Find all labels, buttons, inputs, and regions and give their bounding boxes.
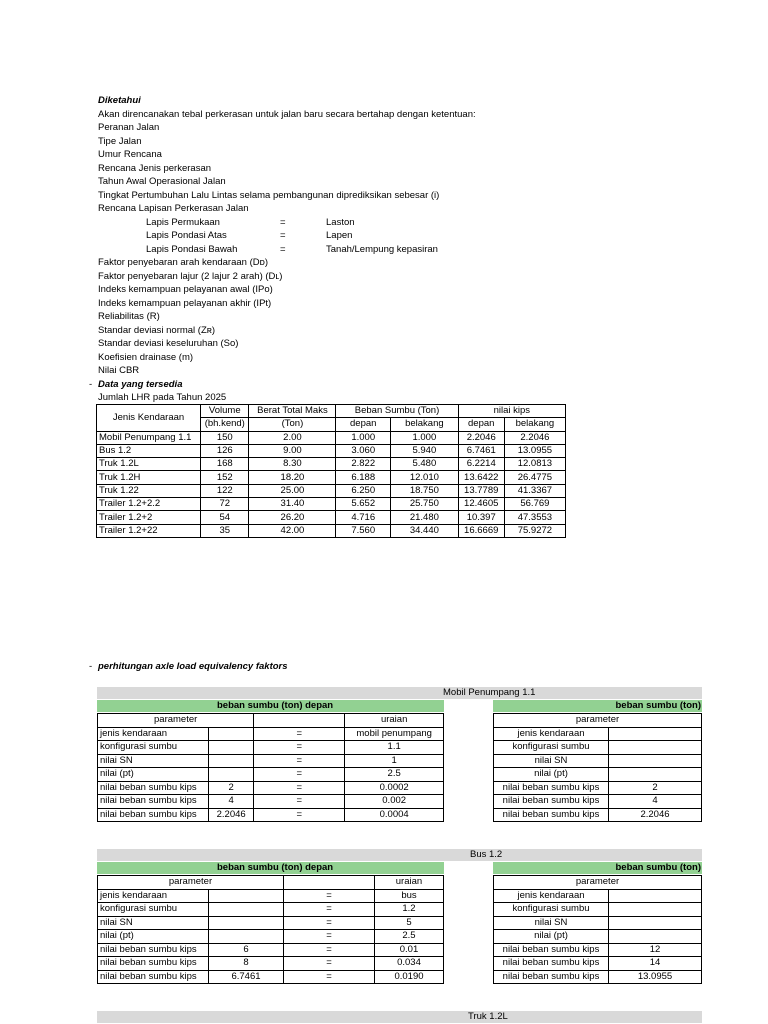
equals-cell: =	[283, 903, 374, 917]
right-title-text: beban sumbu (ton)	[615, 700, 701, 711]
bullet-dash: -	[89, 661, 93, 672]
param-cell: konfigurasi sumbu	[494, 903, 609, 917]
param-header: parameter	[98, 714, 254, 728]
value-cell: 5.940	[391, 444, 459, 457]
uraian-cell: 0.0002	[345, 781, 444, 795]
uraian-cell: 1.1	[345, 741, 444, 755]
param-row	[98, 930, 444, 944]
param-row	[98, 916, 444, 930]
param-row	[494, 727, 702, 741]
item-line: Rencana Jenis perkerasan	[98, 162, 212, 174]
value-cell: 2.2046	[504, 431, 565, 444]
value-cell: 150	[201, 431, 249, 444]
equals-cell: =	[254, 795, 345, 809]
equals-cell: =	[254, 808, 345, 822]
param-value-cell: 6	[209, 943, 284, 957]
value-cell: 26.20	[249, 511, 336, 524]
lhr-table	[96, 404, 566, 538]
eq-header	[283, 876, 374, 890]
param-value-cell	[609, 754, 702, 768]
equals-cell: =	[254, 781, 345, 795]
param-cell: nilai SN	[494, 916, 609, 930]
uraian-cell: 5	[374, 916, 443, 930]
vehicle-bar-label: Mobil Penumpang 1.1	[443, 687, 536, 698]
param-cell: nilai beban sumbu kips	[494, 943, 609, 957]
value-cell: 152	[201, 471, 249, 484]
col-header-belakang: belakang	[391, 418, 459, 431]
param-value-cell: 13.0955	[609, 970, 702, 984]
param-row	[494, 930, 702, 944]
vehicle-name-cell: Trailer 1.2+22	[97, 524, 201, 537]
param-row	[98, 741, 444, 755]
vehicle-bar	[97, 849, 702, 861]
item-line: Indeks kemampuan pelayanan akhir (IPt)	[98, 297, 272, 309]
uraian-cell: 0.01	[374, 943, 443, 957]
param-cell: nilai beban sumbu kips	[494, 808, 609, 822]
value-cell: 18.750	[391, 484, 459, 497]
layer-line: Lapis Permukaan = Laston	[146, 216, 355, 228]
param-row	[98, 970, 444, 984]
right-title-bar	[493, 862, 702, 874]
table-row	[97, 444, 566, 457]
param-cell: nilai SN	[98, 916, 209, 930]
param-table-right-body	[494, 889, 702, 984]
param-row	[98, 781, 444, 795]
param-row	[98, 889, 444, 903]
value-cell: 54	[201, 511, 249, 524]
param-table-left	[97, 713, 444, 822]
value-cell: 16.6669	[458, 524, 504, 537]
equals-cell: =	[254, 754, 345, 768]
param-row	[494, 781, 702, 795]
value-cell: 34.440	[391, 524, 459, 537]
col-header-volume-unit: (bh.kend)	[201, 418, 249, 431]
param-cell: jenis kendaraan	[98, 727, 209, 741]
right-title-text: beban sumbu (ton)	[615, 862, 701, 873]
left-title-bar	[97, 700, 444, 712]
table-row	[97, 431, 566, 444]
param-cell: jenis kendaraan	[494, 727, 609, 741]
section-title-diketahui: Diketahui	[98, 95, 141, 106]
value-cell: 6.2214	[458, 458, 504, 471]
table-row	[97, 471, 566, 484]
value-cell: 56.769	[504, 498, 565, 511]
value-cell: 25.00	[249, 484, 336, 497]
equals-cell: =	[283, 957, 374, 971]
lhr-table-body	[97, 431, 566, 537]
equals-cell: =	[254, 768, 345, 782]
value-cell: 2.822	[336, 458, 391, 471]
value-cell: 4.716	[336, 511, 391, 524]
value-cell: 168	[201, 458, 249, 471]
param-header: parameter	[494, 876, 702, 890]
value-cell: 3.060	[336, 444, 391, 457]
vehicle-name-cell: Mobil Penumpang 1.1	[97, 431, 201, 444]
param-value-cell	[609, 741, 702, 755]
uraian-cell: 0.0004	[345, 808, 444, 822]
param-cell: nilai (pt)	[494, 930, 609, 944]
param-value-cell	[609, 889, 702, 903]
param-table-right-body	[494, 727, 702, 822]
param-cell: konfigurasi sumbu	[98, 741, 209, 755]
left-title-text: beban sumbu (ton) depan	[217, 700, 334, 711]
param-value-cell	[209, 930, 284, 944]
uraian-cell: 2.5	[345, 768, 444, 782]
vehicle-name-cell: Truk 1.2L	[97, 458, 201, 471]
vehicle-bar	[97, 687, 702, 699]
equals-cell: =	[254, 727, 345, 741]
col-header-jenis: Jenis Kendaraan	[97, 405, 201, 432]
vehicle-name-cell: Bus 1.2	[97, 444, 201, 457]
param-cell: nilai (pt)	[494, 768, 609, 782]
item-line: Nilai CBR	[98, 365, 140, 376]
value-cell: 25.750	[391, 498, 459, 511]
param-row	[494, 741, 702, 755]
vehicle-bar-label: Bus 1.2	[470, 849, 503, 860]
equals-cell: =	[283, 930, 374, 944]
value-cell: 18.20	[249, 471, 336, 484]
param-row	[494, 808, 702, 822]
item-line: Peranan Jalan	[98, 122, 160, 133]
uraian-cell: 0.002	[345, 795, 444, 809]
param-row	[494, 889, 702, 903]
param-cell: jenis kendaraan	[494, 889, 609, 903]
param-value-cell: 14	[609, 957, 702, 971]
col-header-berat-unit: (Ton)	[249, 418, 336, 431]
param-row	[98, 808, 444, 822]
value-cell: 31.40	[249, 498, 336, 511]
param-row	[98, 957, 444, 971]
param-cell: nilai beban sumbu kips	[494, 957, 609, 971]
item-line: Koefisien drainase (m)	[98, 351, 194, 363]
equals-cell: =	[283, 889, 374, 903]
param-value-cell: 6.7461	[209, 970, 284, 984]
item-line: Tipe Jalan	[98, 135, 142, 147]
value-cell: 6.188	[336, 471, 391, 484]
param-row	[98, 795, 444, 809]
value-cell: 47.3553	[504, 511, 565, 524]
param-value-cell	[209, 741, 254, 755]
value-cell: 2.00	[249, 431, 336, 444]
right-title-bar	[493, 700, 702, 712]
param-cell: nilai beban sumbu kips	[98, 943, 209, 957]
param-value-cell	[209, 903, 284, 917]
vehicle-bar	[97, 1011, 702, 1023]
uraian-cell: bus	[374, 889, 443, 903]
value-cell: 10.397	[458, 511, 504, 524]
param-table-left-body	[98, 889, 444, 984]
value-cell: 2.2046	[458, 431, 504, 444]
col-header-kips: nilai kips	[458, 405, 565, 418]
intro-block	[98, 94, 476, 405]
col-header-beban: Beban Sumbu (Ton)	[336, 405, 458, 418]
param-value-cell: 2	[209, 781, 254, 795]
param-cell: nilai (pt)	[98, 930, 209, 944]
value-cell: 13.6422	[458, 471, 504, 484]
param-row	[494, 768, 702, 782]
param-cell: nilai SN	[494, 754, 609, 768]
layer-line: Lapis Pondasi Atas = Lapen	[146, 230, 353, 241]
lhr-subtitle: Jumlah LHR pada Tahun 2025	[98, 392, 227, 403]
value-cell: 35	[201, 524, 249, 537]
param-row	[494, 943, 702, 957]
layer-line: Lapis Pondasi Bawah = Tanah/Lempung kepasiran	[146, 243, 438, 255]
param-cell: konfigurasi sumbu	[494, 741, 609, 755]
param-value-cell: 2.2046	[209, 808, 254, 822]
table-row	[97, 511, 566, 524]
value-cell: 12.010	[391, 471, 459, 484]
item-line: Faktor penyebaran lajur (2 lajur 2 arah) (Dʟ)	[98, 270, 283, 282]
value-cell: 5.652	[336, 498, 391, 511]
param-header: parameter	[494, 714, 702, 728]
uraian-header: uraian	[374, 876, 443, 890]
param-value-cell	[609, 768, 702, 782]
value-cell: 12.0813	[504, 458, 565, 471]
param-value-cell	[609, 930, 702, 944]
item-line: Umur Rencana	[98, 149, 162, 160]
uraian-cell: 1.2	[374, 903, 443, 917]
value-cell: 13.0955	[504, 444, 565, 457]
param-table-right	[493, 875, 702, 984]
value-cell: 126	[201, 444, 249, 457]
value-cell: 5.480	[391, 458, 459, 471]
equals-cell: =	[254, 741, 345, 755]
section-title-data: Data yang tersedia	[98, 378, 183, 390]
uraian-cell: mobil penumpang	[345, 727, 444, 741]
value-cell: 26.4775	[504, 471, 565, 484]
vehicle-name-cell: Trailer 1.2+2	[97, 511, 201, 524]
param-cell: nilai SN	[98, 754, 209, 768]
param-value-cell	[209, 916, 284, 930]
item-line: Standar deviasi keseluruhan (So)	[98, 338, 239, 349]
param-value-cell: 2	[609, 781, 702, 795]
param-cell: nilai beban sumbu kips	[98, 795, 209, 809]
item-line: Faktor penyebaran arah kendaraan (Dᴅ)	[98, 257, 268, 268]
value-cell: 12.4605	[458, 498, 504, 511]
param-value-cell	[209, 727, 254, 741]
param-row	[494, 754, 702, 768]
table-row	[97, 484, 566, 497]
param-value-cell	[209, 768, 254, 782]
value-cell: 7.560	[336, 524, 391, 537]
param-cell: nilai (pt)	[98, 768, 209, 782]
eq-header	[254, 714, 345, 728]
param-cell: nilai beban sumbu kips	[494, 781, 609, 795]
uraian-cell: 0.0190	[374, 970, 443, 984]
col-header-kips-belakang: belakang	[504, 418, 565, 431]
param-table-left	[97, 875, 444, 984]
param-row	[98, 727, 444, 741]
value-cell: 6.250	[336, 484, 391, 497]
value-cell: 42.00	[249, 524, 336, 537]
value-cell: 6.7461	[458, 444, 504, 457]
uraian-cell: 2.5	[374, 930, 443, 944]
bullet-dash: -	[89, 379, 93, 390]
item-line: Tahun Awal Operasional Jalan	[98, 176, 226, 187]
param-row	[494, 795, 702, 809]
param-row	[98, 768, 444, 782]
table-row	[97, 498, 566, 511]
equals-cell: =	[283, 916, 374, 930]
uraian-cell: 0.034	[374, 957, 443, 971]
value-cell: 75.9272	[504, 524, 565, 537]
param-cell: nilai beban sumbu kips	[98, 808, 209, 822]
param-row	[494, 970, 702, 984]
param-cell: nilai beban sumbu kips	[98, 781, 209, 795]
param-cell: jenis kendaraan	[98, 889, 209, 903]
param-value-cell	[209, 889, 284, 903]
param-value-cell	[609, 903, 702, 917]
value-cell: 1.000	[336, 431, 391, 444]
param-cell: nilai beban sumbu kips	[98, 970, 209, 984]
vehicle-name-cell: Trailer 1.2+2.2	[97, 498, 201, 511]
value-cell: 122	[201, 484, 249, 497]
item-line: Standar deviasi normal (Zʀ)	[98, 324, 216, 336]
left-title-text: beban sumbu (ton) depan	[217, 862, 334, 873]
param-row	[98, 943, 444, 957]
item-line: Tingkat Pertumbuhan Lalu Lintas selama pembangunan diprediksikan sebesar (i)	[98, 189, 440, 201]
col-header-berat: Berat Total Maks	[249, 405, 336, 418]
value-cell: 8.30	[249, 458, 336, 471]
value-cell: 1.000	[391, 431, 459, 444]
table-row	[97, 524, 566, 537]
param-cell: nilai beban sumbu kips	[494, 795, 609, 809]
param-header: parameter	[98, 876, 284, 890]
param-table-right	[493, 713, 702, 822]
param-row	[98, 903, 444, 917]
param-row	[98, 754, 444, 768]
section-title-aleq: perhitungan axle load equivalency faktors	[98, 661, 288, 672]
vehicle-name-cell: Truk 1.2H	[97, 471, 201, 484]
item-line: Reliabilitas (R)	[98, 311, 160, 322]
param-row	[494, 903, 702, 917]
col-header-volume: Volume	[201, 405, 249, 418]
value-cell: 13.7789	[458, 484, 504, 497]
param-value-cell: 4	[209, 795, 254, 809]
item-line: Rencana Lapisan Perkerasan Jalan	[98, 203, 249, 214]
param-value-cell: 2.2046	[609, 808, 702, 822]
param-value-cell	[609, 727, 702, 741]
vehicle-bar-label: Truk 1.2L	[468, 1011, 508, 1022]
param-value-cell	[609, 916, 702, 930]
uraian-cell: 1	[345, 754, 444, 768]
param-value-cell: 4	[609, 795, 702, 809]
param-row	[494, 916, 702, 930]
value-cell: 9.00	[249, 444, 336, 457]
equals-cell: =	[283, 970, 374, 984]
value-cell: 72	[201, 498, 249, 511]
vehicle-name-cell: Truk 1.22	[97, 484, 201, 497]
param-table-left-body	[98, 727, 444, 822]
param-cell: nilai beban sumbu kips	[494, 970, 609, 984]
intro-text: Akan direncanakan tebal perkerasan untuk jalan baru secara bertahap dengan ketentuan:	[98, 108, 476, 120]
item-line: Indeks kemampuan pelayanan awal (IPo)	[98, 284, 273, 295]
col-header-depan: depan	[336, 418, 391, 431]
uraian-header: uraian	[345, 714, 444, 728]
col-header-kips-depan: depan	[458, 418, 504, 431]
param-value-cell	[209, 754, 254, 768]
param-cell: konfigurasi sumbu	[98, 903, 209, 917]
param-cell: nilai beban sumbu kips	[98, 957, 209, 971]
left-title-bar	[97, 862, 444, 874]
value-cell: 41.3367	[504, 484, 565, 497]
equals-cell: =	[283, 943, 374, 957]
param-value-cell: 12	[609, 943, 702, 957]
value-cell: 21.480	[391, 511, 459, 524]
param-value-cell: 8	[209, 957, 284, 971]
table-row	[97, 458, 566, 471]
param-row	[494, 957, 702, 971]
